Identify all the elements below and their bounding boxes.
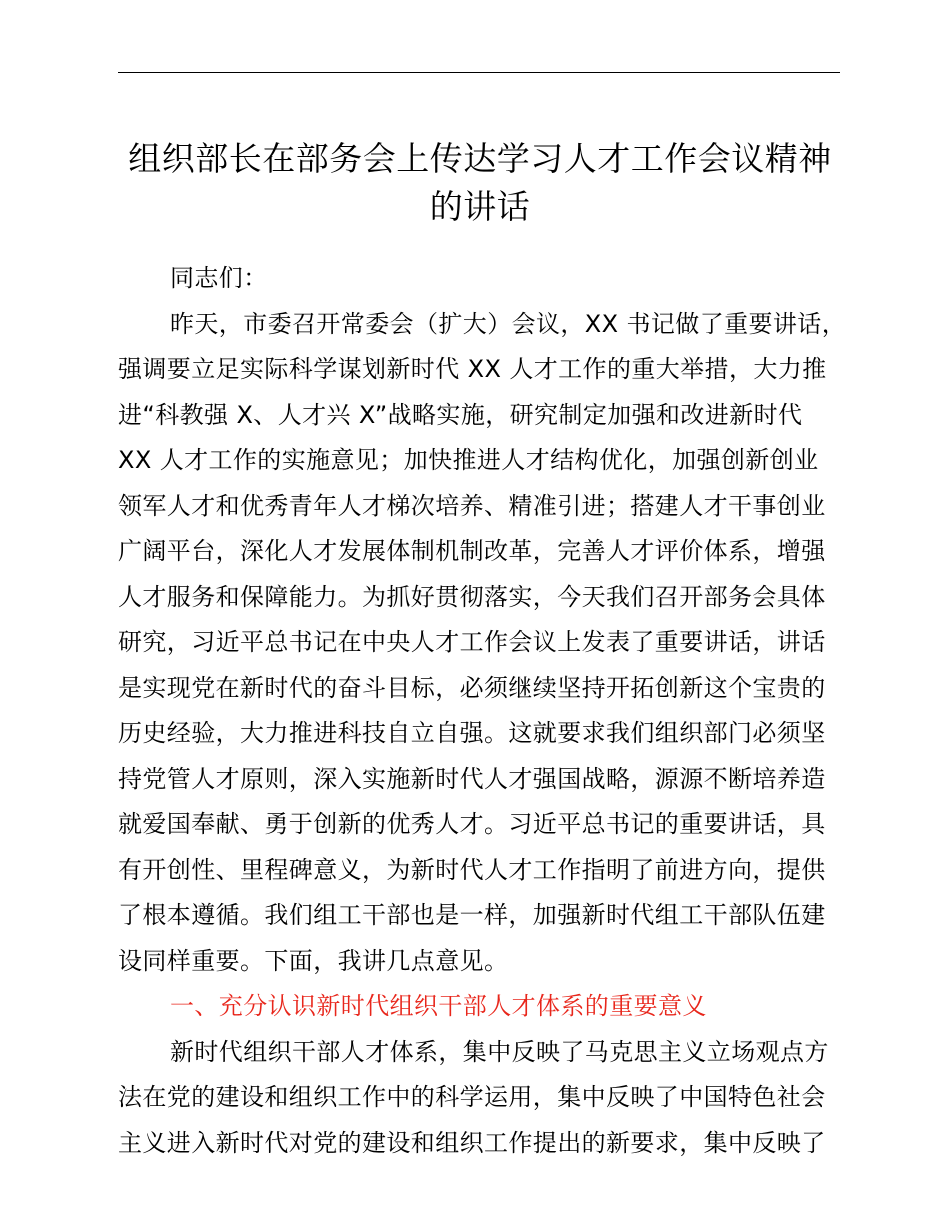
paragraph-line: 持党管人才原则，深入实施新时代人才强国战略，源源不断培养造 bbox=[118, 764, 826, 793]
document-body bbox=[118, 256, 858, 1166]
paragraph-line: 法在党的建设和组织工作中的科学运用，集中反映了中国特色社会 bbox=[118, 1083, 826, 1111]
paragraph-line: 就爱国奉献、勇于创新的优秀人才。习近平总书记的重要讲话，具 bbox=[118, 810, 826, 838]
salutation: 同志们： bbox=[170, 264, 268, 292]
section-heading: 一、充分认识新时代组织干部人才体系的重要意义 bbox=[170, 992, 707, 1020]
document-title bbox=[105, 135, 855, 231]
paragraph-line: 进“科教强 X、人才兴 X”战略实施，研究制定加强和改进新时代 bbox=[118, 400, 803, 429]
header-rule bbox=[118, 72, 840, 73]
paragraph-line: 历史经验，大力推进科技自立自强。这就要求我们组织部门必须坚 bbox=[118, 719, 826, 747]
title-line-1: 组织部长在部务会上传达学习人才工作会议精神 bbox=[128, 139, 832, 178]
paragraph-line: 设同样重要。下面，我讲几点意见。 bbox=[118, 946, 509, 975]
paragraph-line: 研究，习近平总书记在中央人才工作会议上发表了重要讲话，讲话 bbox=[118, 628, 826, 656]
paragraph-line: XX 人才工作的实施意见；加快推进人才结构优化，加强创新创业 bbox=[118, 446, 819, 474]
paragraph-line: 人才服务和保障能力。为抓好贯彻落实，今天我们召开部务会具体 bbox=[118, 582, 826, 611]
title-line-2: 的讲话 bbox=[429, 187, 531, 226]
paragraph-line: 了根本遵循。我们组工干部也是一样，加强新时代组工干部队伍建 bbox=[118, 901, 826, 929]
paragraph-line: 是实现党在新时代的奋斗目标，必须继续坚持开拓创新这个宝贵的 bbox=[118, 673, 826, 702]
paragraph-line: 有开创性、里程碑意义，为新时代人才工作指明了前进方向，提供 bbox=[118, 855, 826, 884]
paragraph-line: 广阔平台，深化人才发展体制机制改革，完善人才评价体系，增强 bbox=[118, 537, 826, 565]
paragraph-line: 昨天，市委召开常委会（扩大）会议，XX 书记做了重要讲话， bbox=[170, 309, 847, 338]
paragraph-line: 新时代组织干部人才体系，集中反映了马克思主义立场观点方 bbox=[170, 1037, 829, 1066]
paragraph-line: 强调要立足实际科学谋划新时代 XX 人才工作的重大举措，大力推 bbox=[118, 355, 827, 383]
paragraph-line: 领军人才和优秀青年人才梯次培养、精准引进；搭建人才干事创业 bbox=[118, 491, 826, 520]
paragraph-line: 主义进入新时代对党的建设和组织工作提出的新要求，集中反映了 bbox=[118, 1128, 826, 1157]
